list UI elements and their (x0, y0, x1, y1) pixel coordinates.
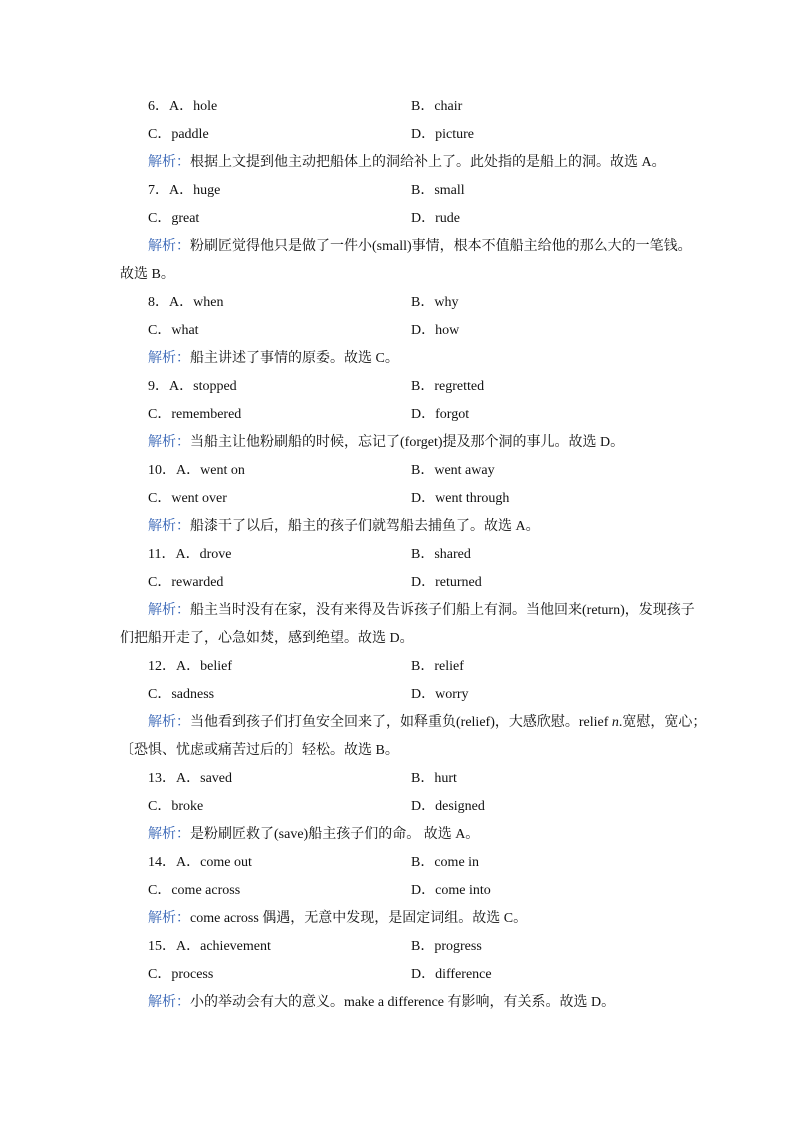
explanation-label: 解析： (148, 435, 190, 450)
option-a-letter: ．A． (155, 183, 194, 198)
explanation-label: 解析： (148, 603, 190, 618)
option-d-text: worry (435, 687, 469, 702)
option-c-text: come across (171, 883, 241, 898)
option-b (411, 849, 479, 877)
option-c-letter: C． (148, 687, 172, 702)
explanation-line (0, 513, 800, 541)
option-b (411, 373, 484, 401)
option-row (0, 793, 800, 821)
option-d-text: designed (435, 799, 485, 814)
explanation-label: 解析： (148, 155, 190, 170)
option-c (148, 961, 213, 989)
option-a (148, 93, 217, 121)
option-c-text: great (171, 211, 200, 226)
option-b-text: progress (434, 939, 482, 954)
option-row (0, 401, 800, 429)
option-d-letter: D． (411, 883, 436, 898)
option-b-letter: B． (411, 463, 435, 478)
option-b-text: chair (434, 99, 463, 114)
question-block (0, 457, 800, 541)
explanation-label: 解析： (148, 715, 190, 730)
explanation (0, 429, 800, 457)
explanation-text: 船主讲述了事情的原委。故选 C。 (190, 351, 399, 366)
explanation (0, 233, 800, 289)
question-block (0, 373, 800, 457)
option-row (0, 569, 800, 597)
option-row (0, 653, 800, 681)
option-c-text: went over (171, 491, 227, 506)
option-a-text: saved (200, 771, 233, 786)
option-row (0, 373, 800, 401)
explanation (0, 513, 800, 541)
explanation-continuation: 〔恐惧、忧虑或痛苦过后的〕轻松。故选 B。 (120, 743, 399, 758)
option-a-text: when (193, 295, 224, 310)
option-b-letter: B． (411, 183, 435, 198)
option-d (411, 877, 491, 905)
explanation-line (0, 345, 800, 373)
explanation-text: 船主当时没有在家，没有来得及告诉孩子们船上有洞。当他回来(return)，发现孩子 (190, 603, 695, 618)
option-c-letter: C． (148, 127, 172, 142)
option-a-letter: ．A． (162, 771, 201, 786)
option-b (411, 177, 465, 205)
option-row (0, 933, 800, 961)
option-row (0, 177, 800, 205)
explanation-line (0, 597, 800, 625)
option-d (411, 569, 482, 597)
option-b (411, 933, 482, 961)
option-a (148, 541, 232, 569)
option-b-letter: B． (411, 99, 435, 114)
question-block (0, 933, 800, 1017)
question-number: 7 (148, 183, 155, 198)
question-block (0, 849, 800, 933)
option-b (411, 765, 457, 793)
option-a-letter: ．A． (155, 379, 194, 394)
option-row (0, 289, 800, 317)
explanation (0, 149, 800, 177)
option-row (0, 457, 800, 485)
option-row (0, 877, 800, 905)
explanation-line (0, 149, 800, 177)
option-a-letter: ．A． (155, 295, 194, 310)
option-c (148, 793, 203, 821)
question-block (0, 765, 800, 849)
question-number: 13 (148, 771, 162, 786)
option-a (148, 653, 232, 681)
question-number: 14 (148, 855, 162, 870)
explanation-label: 解析： (148, 995, 190, 1010)
explanation-text: 船漆干了以后，船主的孩子们就驾船去捕鱼了。故选 A。 (190, 519, 540, 534)
option-c-text: process (171, 967, 214, 982)
explanation-line (0, 709, 800, 737)
explanation-text: 小的举动会有大的意义。make a difference 有影响，有关系。故选 D。 (190, 995, 616, 1010)
explanation-label: 解析： (148, 911, 190, 926)
option-a (148, 457, 245, 485)
option-a-letter: ．A． (161, 547, 200, 562)
option-a-text: went on (200, 463, 245, 478)
option-row (0, 121, 800, 149)
explanation-line (0, 989, 800, 1017)
option-b (411, 93, 462, 121)
option-d (411, 205, 460, 233)
option-b (411, 541, 471, 569)
option-d-text: picture (435, 127, 474, 142)
option-c-letter: C． (148, 211, 172, 226)
option-b-letter: B． (411, 939, 435, 954)
explanation-text: 是粉刷匠救了(save)船主孩子们的命。 故选 A。 (190, 827, 480, 842)
option-d-letter: D． (411, 211, 436, 226)
question-number: 12 (148, 659, 162, 674)
question-block (0, 541, 800, 653)
explanation-continuation: 们把船开走了，心急如焚，感到绝望。故选 D。 (120, 631, 414, 646)
option-a (148, 373, 237, 401)
question-number: 9 (148, 379, 155, 394)
option-b-text: small (434, 183, 465, 198)
explanation (0, 597, 800, 653)
explanation (0, 989, 800, 1017)
option-d-letter: D． (411, 799, 436, 814)
option-c-letter: C． (148, 323, 172, 338)
option-b-text: hurt (434, 771, 457, 786)
option-b-letter: B． (411, 379, 435, 394)
option-row (0, 93, 800, 121)
option-d-letter: D． (411, 687, 436, 702)
option-a-text: come out (200, 855, 252, 870)
option-c-text: sadness (171, 687, 215, 702)
option-a-letter: ．A． (155, 99, 194, 114)
option-d-letter: D． (411, 407, 436, 422)
option-d-letter: D． (411, 491, 436, 506)
explanation-line (0, 821, 800, 849)
option-a-text: belief (200, 659, 232, 674)
explanation-text: 当船主让他粉刷船的时候，忘记了(forget)提及那个洞的事儿。故选 D。 (190, 435, 625, 450)
part-of-speech: n (611, 715, 619, 730)
option-c (148, 205, 199, 233)
option-d-letter: D． (411, 127, 436, 142)
option-d-letter: D． (411, 967, 436, 982)
option-a-letter: ．A． (162, 855, 201, 870)
question-block (0, 653, 800, 765)
answer-explanations (0, 93, 800, 1017)
question-block (0, 177, 800, 289)
option-d-text: difference (435, 967, 492, 982)
option-a-text: huge (193, 183, 221, 198)
explanation-label: 解析： (148, 827, 190, 842)
option-a (148, 933, 271, 961)
explanation-continuation: 故选 B。 (120, 267, 175, 282)
option-d (411, 793, 485, 821)
explanation-text: come across 偶遇，无意中发现，是固定词组。故选 C。 (190, 911, 528, 926)
option-b-text: shared (434, 547, 471, 562)
option-d (411, 485, 509, 513)
option-b-text: relief (434, 659, 464, 674)
option-c (148, 401, 241, 429)
option-row (0, 317, 800, 345)
option-c-text: broke (171, 799, 204, 814)
question-number: 15 (148, 939, 162, 954)
option-d (411, 961, 492, 989)
explanation (0, 345, 800, 373)
question-number: 11 (148, 547, 162, 562)
option-b (411, 653, 464, 681)
option-c (148, 317, 199, 345)
option-c-letter: C． (148, 575, 172, 590)
option-d-letter: D． (411, 323, 436, 338)
option-b-text: come in (434, 855, 480, 870)
option-d (411, 681, 469, 709)
explanation-text: 当他看到孩子们打鱼安全回来了，如释重负(relief)，大感欣慰。relief (190, 715, 612, 730)
explanation-label: 解析： (148, 239, 190, 254)
option-b-letter: B． (411, 855, 435, 870)
option-c-letter: C． (148, 883, 172, 898)
question-number: 6 (148, 99, 155, 114)
option-b-letter: B． (411, 659, 435, 674)
explanation-text: 粉刷匠觉得他只是做了一件小(small)事情，根本不值船主给他的那么大的一笔钱。 (190, 239, 692, 254)
option-b-letter: B． (411, 295, 435, 310)
explanation-label: 解析： (148, 351, 190, 366)
option-d (411, 401, 469, 429)
explanation-line (0, 429, 800, 457)
option-d-text: come into (435, 883, 491, 898)
option-row (0, 765, 800, 793)
option-b-letter: B． (411, 547, 435, 562)
option-a-text: drove (199, 547, 232, 562)
option-row (0, 961, 800, 989)
option-row (0, 205, 800, 233)
explanation-line (0, 905, 800, 933)
option-a (148, 849, 252, 877)
question-block (0, 289, 800, 373)
question-block (0, 93, 800, 177)
option-c-text: remembered (171, 407, 242, 422)
explanation-label: 解析： (148, 519, 190, 534)
option-a (148, 177, 220, 205)
option-a-letter: ．A． (162, 659, 201, 674)
explanation-text: .宽慰，宽心； (618, 715, 707, 730)
option-row (0, 485, 800, 513)
option-c (148, 485, 227, 513)
option-row (0, 541, 800, 569)
option-a-text: hole (193, 99, 218, 114)
option-c-letter: C． (148, 491, 172, 506)
option-d (411, 317, 459, 345)
question-number: 8 (148, 295, 155, 310)
option-d (411, 121, 474, 149)
question-number: 10 (148, 463, 162, 478)
explanation (0, 905, 800, 933)
option-c-letter: C． (148, 799, 172, 814)
option-c-text: paddle (171, 127, 209, 142)
option-d-text: went through (435, 491, 510, 506)
explanation-text: 根据上文提到他主动把船体上的洞给补上了。此处指的是船上的洞。故选 A。 (190, 155, 666, 170)
option-c-text: rewarded (171, 575, 224, 590)
option-c (148, 681, 214, 709)
option-a-text: achievement (200, 939, 271, 954)
option-a (148, 765, 232, 793)
option-b (411, 457, 495, 485)
explanation (0, 821, 800, 849)
option-a-letter: ．A． (162, 463, 201, 478)
option-d-letter: D． (411, 575, 436, 590)
option-c-text: what (171, 323, 199, 338)
option-c (148, 569, 223, 597)
option-d-text: rude (435, 211, 461, 226)
explanation-line (0, 233, 800, 261)
option-b-text: went away (434, 463, 495, 478)
option-c-letter: C． (148, 967, 172, 982)
option-a-text: stopped (193, 379, 237, 394)
option-b-text: why (434, 295, 459, 310)
option-row (0, 849, 800, 877)
option-row (0, 681, 800, 709)
option-a (148, 289, 223, 317)
option-c-letter: C． (148, 407, 172, 422)
option-d-text: how (435, 323, 460, 338)
explanation (0, 709, 800, 765)
option-d-text: returned (435, 575, 482, 590)
option-b-letter: B． (411, 771, 435, 786)
option-c (148, 877, 240, 905)
option-b (411, 289, 458, 317)
option-c (148, 121, 209, 149)
option-d-text: forgot (435, 407, 470, 422)
option-a-letter: ．A． (162, 939, 201, 954)
option-b-text: regretted (434, 379, 485, 394)
